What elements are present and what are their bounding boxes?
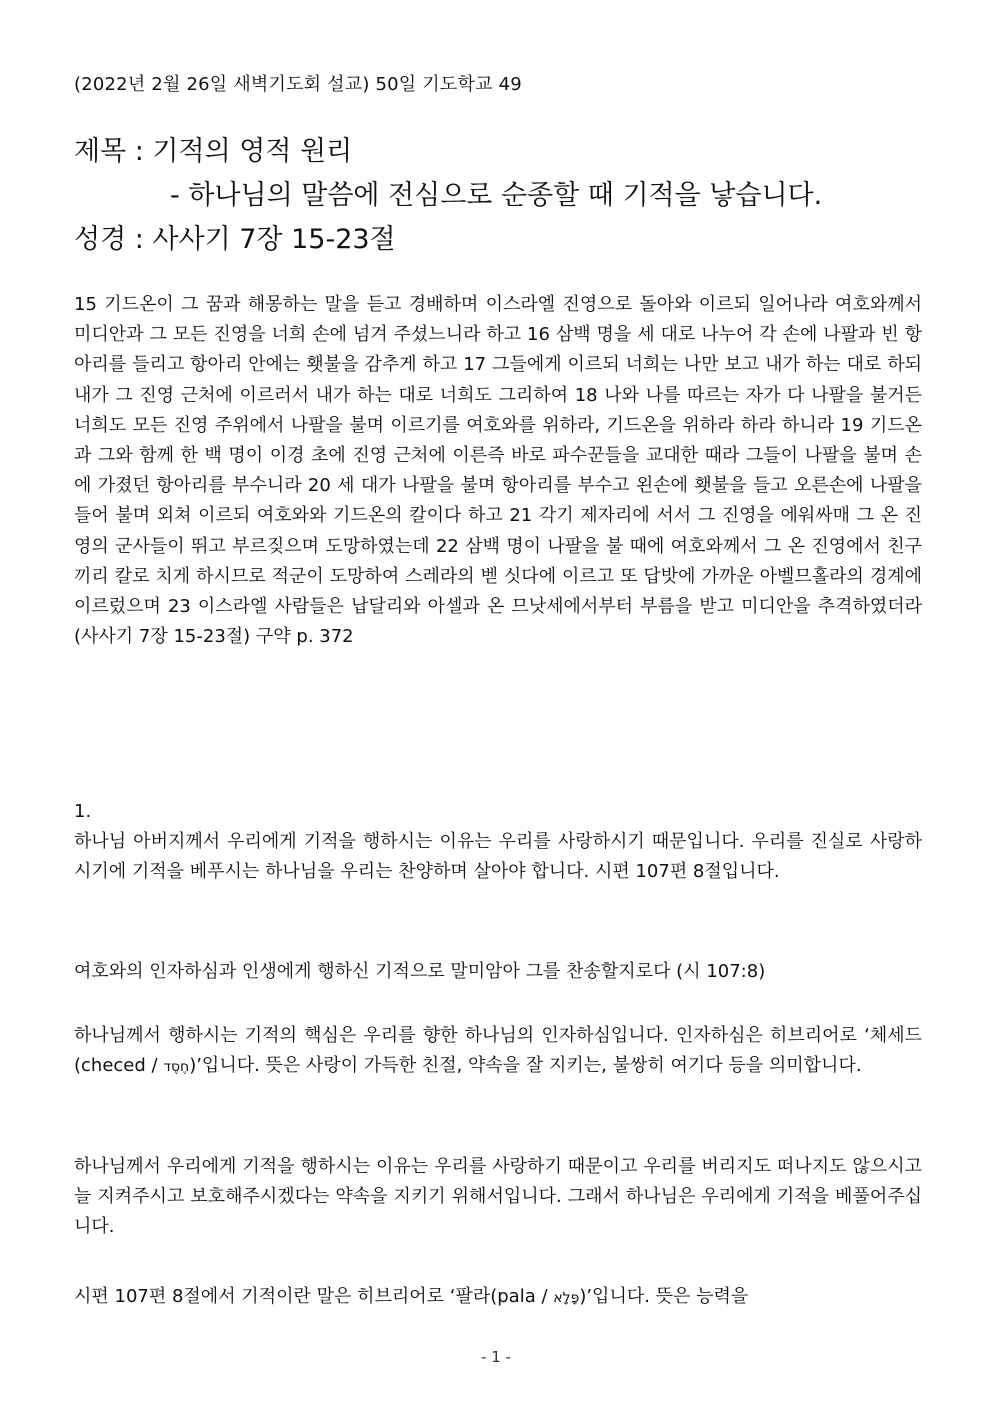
paragraph-2-text-start: 하나님께서 행하시는 기적의 핵심은 우리를 향한 하나님의 인자하심입니다. 인자하심은 히브리어로 ‘체세드(checed / [74,1025,922,1077]
title-block [74,130,822,262]
hebrew-checed: חֶסֶד [163,1059,190,1076]
paragraph-2 [74,1021,922,1082]
section-number: 1. [74,801,92,822]
paragraph-4-text-start: 시편 107편 8절에서 기적이란 말은 히브리어로 ‘팔라(pala / [74,1286,554,1307]
paragraph-2-text-end: )’입니다. 뜻은 사랑이 가득한 친절, 약속을 잘 지키는, 불쌍히 여기다 등을 의미합니다. [189,1055,862,1077]
sermon-subtitle: - 하나님의 말씀에 전심으로 순종할 때 기적을 낳습니다. [170,180,823,211]
hebrew-pala: פָּלָא [553,1290,580,1306]
paragraph-1: 하나님 아버지께서 우리에게 기적을 행하시는 이유는 우리를 사랑하시기 때문입니다. 우리를 진실로 사랑하시기에 기적을 베푸시는 하나님을 우리는 찬양하며 살아야 합니다. 시편 107편 8절입니다. [74,831,922,883]
scripture-reference: 성경 : 사사기 7장 15-23절 [74,224,396,255]
paragraph-4-text-end: )’입니다. 뜻은 능력을 [579,1286,749,1307]
sermon-title: 제목 : 기적의 영적 원리 [74,136,353,167]
psalm-quote: 여호와의 인자하심과 인생에게 행하신 기적으로 말미암아 그를 찬송할지로다 (시 107:8) [74,961,766,982]
sermon-date-header: (2022년 2월 26일 새벽기도회 설교) 50일 기도학교 49 [74,74,522,95]
paragraph-3: 하나님께서 우리에게 기적을 행하시는 이유는 우리를 사랑하기 때문이고 우리를 버리지도 떠나지도 않으시고 늘 지켜주시고 보호해주시겠다는 약속을 지키기 위해서입니다. 그래서 하나님은 우리에게 기적을 베풀어주십니다. [74,1156,922,1238]
scripture-passage: 15 기드온이 그 꿈과 해몽하는 말을 듣고 경배하며 이스라엘 진영으로 돌아와 이르되 일어나라 여호와께서 미디안과 그 모든 진영을 너희 손에 넘겨 주셨느니라 하고 16 삼백 명을 세 대로 나누어 각 손에 나팔과 빈 항아리를 들리고 항아리 안에는 횃불을 감추게 하고 17 그들에게 이르되 너희는 나만 보고 내가 하는 대로 하되 내가 그 진영 근처에 이르러서 내가 하는 대로 너희도 그리하여 18 나와 나를 따르는 자가 다 나팔을 불거든 너희도 모든 진영 주위에서 나팔을 불며 이르기를 여호와를 위하라, 기드온을 위하라 하라 하니라 19 기드온과 그와 함께 한 백 명이 이경 초에 진영 근처에 이른즉 바로 파수꾼들을 교대한 때라 그들이 나팔을 불며 손에 가졌던 항아리를 부수니라 20 세 대가 나팔을 불며 항아리를 부수고 왼손에 횃불을 들고 오른손에 나팔을 들어 불며 외쳐 이르되 여호와와 기드온의 칼이다 하고 21 각기 제자리에 서서 그 진영을 에워싸매 그 온 진영의 군사들이 뛰고 부르짖으며 도망하였는데 22 삼백 명이 나팔을 불 때에 여호와께서 그 온 진영에서 친구끼리 칼로 치게 하시므로 적군이 도망하여 스레라의 벧 싯다에 이르고 또 답밧에 가까운 아벨므홀라의 경계에 이르렀으며 23 이스라엘 사람들은 납달리와 아셀과 온 므낫세에서부터 부름을 받고 미디안을 추격하였더라 (사사기 7장 15-23절) 구약 p. 372 [74,294,922,648]
paragraph-4 [74,1282,922,1313]
page-number: - 1 - [481,1348,511,1366]
